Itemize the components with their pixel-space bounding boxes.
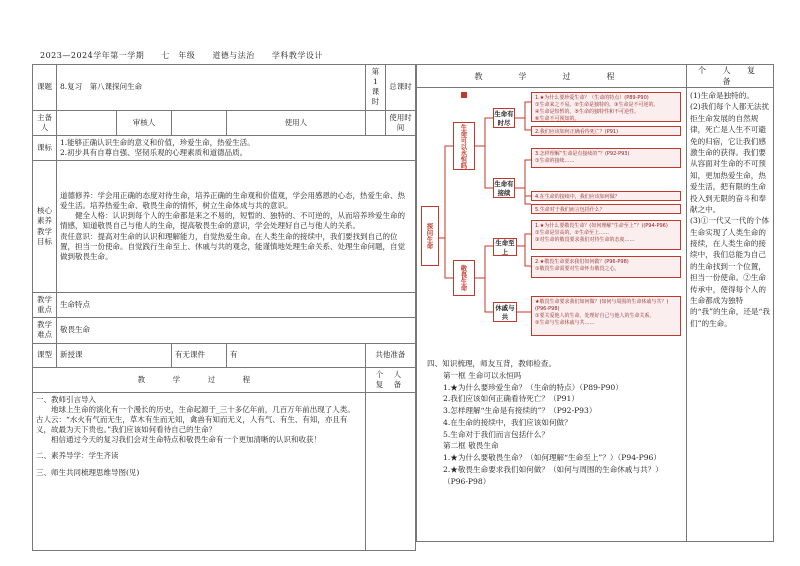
process-intro: 地球上生命的演化有一个漫长的历史，生命起源于_三十多亿年前，几百万年前出现了人类。古人云：“水火有气而无生，草木有生而无知，禽兽有知而无义，人有气、有生、有知，亦且有义，故最为天下贵也。”我们应该如何看待自己的生命？: [36, 404, 355, 435]
literacy-3: 责任意识：提高对生命的认识和理解能力，自觉热爱生命。在人类生命的接续中，我们要找到自己的位置，担当一份使命。自觉践行生命至上、休戚与共的观念，能谨慎地处理生命关系、处理生命问题，自觉做到敬畏生命。: [60, 231, 405, 261]
lesson-label: 第 1 课时: [365, 65, 385, 111]
key-label: 教学重点: [33, 293, 57, 318]
courseware-label: 有无课件: [172, 343, 227, 367]
courseware: 有: [227, 343, 366, 367]
school-year: 2023—2024学年第一学期: [40, 51, 145, 60]
doc-type: 学科教学设计: [271, 51, 323, 60]
summary-q3: 3.怎样理解“生命是有接续的”？（P92-P93）: [443, 406, 597, 416]
key-point: 生命特点: [57, 293, 416, 318]
total-label: 总课时: [386, 65, 416, 111]
summary-q2: 2.我们应该如何正确看待死亡？（P91）: [443, 394, 579, 404]
summary-q7: 2.★敬畏生命要求我们如何做？（如何与周围的生命休戚与共？）（P96-P98）: [443, 464, 663, 486]
mind-box-1: 1.★为什么要珍爱生命？（生命的特点）(P89-P90) ①生命来之不易。②生命是独特的。③生命是不可逆的。 ④生命是短暂的。⑤生命的独特性和不可逆性。 ⑥生命不可预知的。: [531, 92, 681, 122]
review-3: (3)①一代又一代的个体生命实现了人类生命的接续，在人类生命的接续中，我们总能为自己的生命找到一个位置，担当一份使命。②生命传承中，使得每个人的生命都成为独特的“我”的生命，还是“我们”的生命。: [690, 216, 770, 328]
mind-box-2: 2.我们应该如何正确看待死亡？(P91): [531, 126, 681, 136]
grade: 七 年级: [161, 51, 196, 60]
topic: 8.复习 第八课探问生命: [57, 65, 366, 111]
right-process-table: [416, 64, 774, 542]
summary-frame-1: 第一框 生命可以永恒吗: [443, 370, 522, 380]
mind-root: 探问生命: [421, 206, 439, 266]
summary-section: [417, 354, 686, 491]
process-step-3: 三、师生共同梳理思维导图(见): [36, 467, 140, 477]
mind-map-marker: [461, 92, 467, 98]
mind-box-5: 5.生命对于我们而言包括什么？: [531, 204, 681, 214]
summary-frame-2: 第二框 敬畏生命: [443, 441, 499, 451]
page-header: [40, 50, 337, 61]
review-2: (2)我们每个人都无法扰拒生命发展的自然规律，死亡是人生不可避免的归宿，它让我们感激生命的获得。我们要从容面对生命的不可预知，更加热爱生命，热爱生活，把有限的生命投入到无限的奋斗和奉献之中。: [690, 102, 770, 214]
mind-branch-2: 敬畏生命: [453, 260, 475, 296]
mind-branch-2b: 休戚与共: [493, 302, 517, 322]
subject: 道德与法治: [212, 51, 255, 60]
process-note: 相信通过今天的复习我们会对生命特点和敬畏生命有一个更加清晰的认识和收获！: [51, 435, 321, 445]
diff-label: 教学难点: [33, 318, 57, 343]
right-review-label: 个 人 复 备: [687, 65, 774, 88]
own-prep-label: 共他准备: [365, 343, 415, 367]
difficulty: 敬畏生命: [57, 318, 416, 343]
summary-q4: 4.在生命的接续中，我们应该如何做？: [443, 417, 572, 427]
mind-box-8: ★敬畏生命要求我们如何做？(如何与周围的生命休戚与共？)(P96-P98) ①要关爱他人的生命，处理好自己与他人的生命关系。 ②生命与生命休戚与共……: [531, 296, 681, 336]
summary-q6: 1.★为什么要敬畏生命？（如何理解“生命至上”？）（P94-P96）: [443, 453, 661, 463]
summary-q5: 5.生命对于我们而言包括什么？: [443, 429, 549, 439]
mind-branch-1a: 生命有时尽: [494, 110, 514, 127]
mind-box-3: 3.怎样理解“生命是有接续的”？(P92-P93) ①生命的接续……: [531, 148, 681, 168]
type-label: 课型: [33, 343, 57, 367]
literacy-1: 道德修养：学会用正确的态度对待生命，培养正确的生命观和价值观，学会用感恩的心态，热爱生命、热爱生活。培养热爱生命、敬畏生命的情怀，树立生命体成与共的意识。: [60, 191, 405, 211]
preparer-label: 主备人: [33, 110, 57, 135]
mind-box-4: 4.在生命的接续中，我们应该如何做？: [531, 191, 681, 201]
right-process-label: 教 学 过 程: [417, 65, 687, 88]
standard-label: 课标: [33, 135, 57, 160]
process-label: 教 学 过 程: [33, 367, 366, 392]
lesson-type: 新授课: [57, 343, 172, 367]
mind-box-7: 2.★敬畏生命要求我们如何做？(P96-P98) ①敬畏生命需要对生命怀有敬畏之心。: [531, 256, 681, 278]
mind-branch-1: 生命可以永恒吗: [453, 122, 475, 170]
mind-box-6: 1.★为什么要敬畏生命？(如何理解“生命至上”？)(P94-P96) ①生命是崇高的。②生命至上…… ③对生命的敬畏要求我们对待生命的态度……: [531, 220, 681, 250]
mind-map: [417, 88, 686, 354]
lesson-plan-table: [32, 64, 416, 551]
literacy-label: 核心素养教学目标: [33, 161, 57, 293]
topic-label: 课题: [33, 65, 57, 111]
review-1: (1)生命是独特的。: [690, 91, 754, 100]
reviewer-label: 审核人: [117, 110, 172, 135]
use-time-label: 使用时间: [386, 110, 416, 135]
summary-title: 四、知识梳理，师友互背，教师检查。: [427, 359, 557, 368]
literacy-2: 健全人格：认识到每个人的生命都是来之不易的，短暂的、独特的、不可逆的，从而培养珍爱生命的情感，知道敬畏自己与他人的生命，提高敬畏生命的意识，学会处理好自己与他人的关系。: [60, 211, 405, 231]
mind-branch-2a: 生命至上: [493, 238, 517, 256]
review-label: 个 人 复 备: [365, 367, 415, 392]
standard-1: 1.能够正确认识生命的意义和价值，珍爱生命，热爱生活。: [60, 137, 255, 147]
process-step-2: 二、素养导学：学生齐读: [36, 451, 119, 461]
personal-review: [687, 88, 774, 542]
user-label: 使用人: [227, 110, 366, 135]
process-step-1: 一、教师引言导入: [36, 394, 96, 404]
mind-branch-1b: 生命有接续: [494, 180, 514, 197]
summary-q1: 1.★为什么要珍爱生命？（生命的特点）（P89-P90）: [443, 382, 623, 392]
standard-2: 2.初步具有自尊自强、坚韧乐观的心理素质和道德品质。: [60, 147, 248, 157]
